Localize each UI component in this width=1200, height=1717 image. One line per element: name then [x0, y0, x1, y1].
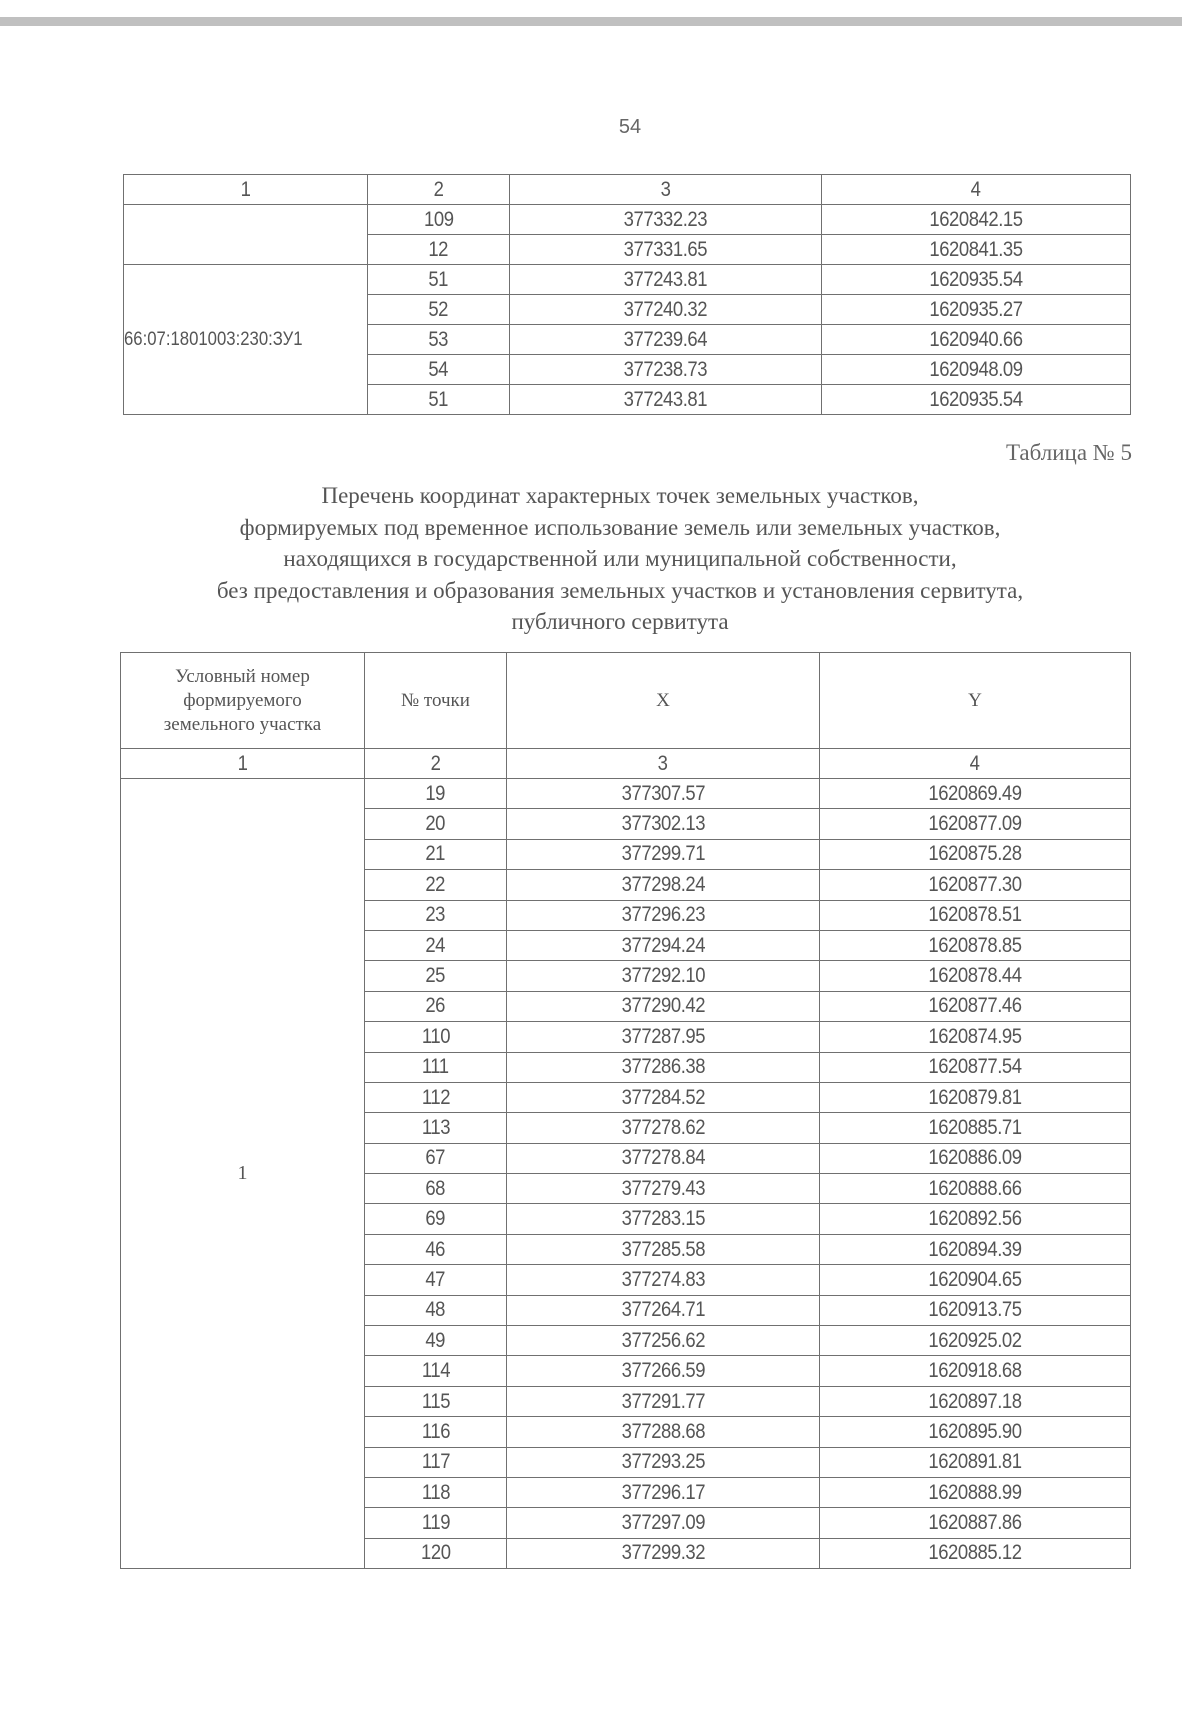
point-number: 48	[365, 1295, 507, 1325]
column-number: 4	[822, 175, 1131, 205]
x-coordinate: 377291.77	[507, 1386, 820, 1416]
point-number: 113	[365, 1113, 507, 1143]
y-coordinate: 1620885.71	[820, 1113, 1131, 1143]
header-y: Y	[820, 653, 1131, 749]
x-coordinate: 377292.10	[507, 961, 820, 991]
y-coordinate: 1620897.18	[820, 1386, 1131, 1416]
y-coordinate: 1620918.68	[820, 1356, 1131, 1386]
column-number: 1	[124, 175, 368, 205]
x-coordinate: 377285.58	[507, 1234, 820, 1264]
y-coordinate: 1620877.30	[820, 870, 1131, 900]
table-row	[124, 205, 1131, 235]
x-coordinate: 377331.65	[510, 235, 822, 265]
x-coordinate: 377298.24	[507, 870, 820, 900]
column-number: 4	[820, 749, 1131, 779]
y-coordinate: 1620935.54	[822, 385, 1131, 415]
table-row	[124, 265, 1131, 295]
title-line: без предоставления и образования земельных участков и установления сервитута,	[216, 577, 1024, 603]
point-number: 52	[368, 295, 510, 325]
title-line: публичного сервитута	[511, 609, 729, 634]
point-number: 68	[365, 1174, 507, 1204]
x-coordinate: 377243.81	[510, 265, 822, 295]
y-coordinate: 1620886.09	[820, 1143, 1131, 1173]
title-line: находящихся в государственной или муниципальной собственности,	[283, 546, 957, 571]
point-number: 119	[365, 1508, 507, 1538]
x-coordinate: 377266.59	[507, 1356, 820, 1386]
scan-top-edge	[0, 17, 1182, 26]
x-coordinate: 377297.09	[507, 1508, 820, 1538]
y-coordinate: 1620842.15	[822, 205, 1131, 235]
x-coordinate: 377287.95	[507, 1022, 820, 1052]
column-number-row	[121, 749, 1131, 779]
y-coordinate: 1620925.02	[820, 1326, 1131, 1356]
x-coordinate: 377239.64	[510, 325, 822, 355]
x-coordinate: 377284.52	[507, 1082, 820, 1112]
point-number: 23	[365, 900, 507, 930]
x-coordinate: 377286.38	[507, 1052, 820, 1082]
y-coordinate: 1620891.81	[820, 1447, 1131, 1477]
column-number: 3	[507, 749, 820, 779]
y-coordinate: 1620913.75	[820, 1295, 1131, 1325]
x-coordinate: 377264.71	[507, 1295, 820, 1325]
x-coordinate: 377290.42	[507, 991, 820, 1021]
plot-label-cell: 66:07:1801003:230:ЗУ1	[124, 265, 368, 415]
point-number: 110	[365, 1022, 507, 1052]
x-coordinate: 377294.24	[507, 930, 820, 960]
header-row	[121, 653, 1131, 749]
x-coordinate: 377240.32	[510, 295, 822, 325]
point-number: 53	[368, 325, 510, 355]
header-point-number: № точки	[365, 653, 507, 749]
point-number: 116	[365, 1417, 507, 1447]
x-coordinate: 377307.57	[507, 779, 820, 809]
plot-group-cell: 1	[121, 779, 365, 1569]
x-coordinate: 377283.15	[507, 1204, 820, 1234]
continued-coordinates-table	[123, 174, 1131, 415]
x-coordinate: 377299.32	[507, 1538, 820, 1568]
x-coordinate: 377278.62	[507, 1113, 820, 1143]
y-coordinate: 1620948.09	[822, 355, 1131, 385]
point-number: 47	[365, 1265, 507, 1295]
y-coordinate: 1620894.39	[820, 1234, 1131, 1264]
point-number: 22	[365, 870, 507, 900]
x-coordinate: 377279.43	[507, 1174, 820, 1204]
x-coordinate: 377302.13	[507, 809, 820, 839]
point-number: 26	[365, 991, 507, 1021]
y-coordinate: 1620887.86	[820, 1508, 1131, 1538]
y-coordinate: 1620874.95	[820, 1022, 1131, 1052]
point-number: 115	[365, 1386, 507, 1416]
y-coordinate: 1620888.66	[820, 1174, 1131, 1204]
x-coordinate: 377296.17	[507, 1477, 820, 1507]
point-number: 12	[368, 235, 510, 265]
point-number: 51	[368, 385, 510, 415]
point-number: 118	[365, 1477, 507, 1507]
y-coordinate: 1620888.99	[820, 1477, 1131, 1507]
x-coordinate: 377278.84	[507, 1143, 820, 1173]
y-coordinate: 1620869.49	[820, 779, 1131, 809]
plot-label-cell	[124, 205, 368, 265]
table-5-coordinates	[120, 652, 1131, 1569]
x-coordinate: 377293.25	[507, 1447, 820, 1477]
point-number: 24	[365, 930, 507, 960]
table-title	[110, 480, 1130, 638]
y-coordinate: 1620878.44	[820, 961, 1131, 991]
y-coordinate: 1620878.51	[820, 900, 1131, 930]
y-coordinate: 1620841.35	[822, 235, 1131, 265]
x-coordinate: 377288.68	[507, 1417, 820, 1447]
page-number: 54	[618, 116, 642, 138]
x-coordinate: 377256.62	[507, 1326, 820, 1356]
header-plot-number: Условный номер формируемого земельного участка	[121, 653, 365, 749]
column-number: 3	[510, 175, 822, 205]
point-number: 111	[365, 1052, 507, 1082]
point-number: 69	[365, 1204, 507, 1234]
y-coordinate: 1620877.46	[820, 991, 1131, 1021]
x-coordinate: 377274.83	[507, 1265, 820, 1295]
point-number: 54	[368, 355, 510, 385]
point-number: 114	[365, 1356, 507, 1386]
point-number: 120	[365, 1538, 507, 1568]
x-coordinate: 377243.81	[510, 385, 822, 415]
y-coordinate: 1620940.66	[822, 325, 1131, 355]
point-number: 51	[368, 265, 510, 295]
header-x: X	[507, 653, 820, 749]
x-coordinate: 377296.23	[507, 900, 820, 930]
point-number: 21	[365, 839, 507, 869]
x-coordinate: 377332.23	[510, 205, 822, 235]
point-number: 20	[365, 809, 507, 839]
point-number: 19	[365, 779, 507, 809]
column-number-row	[124, 175, 1131, 205]
y-coordinate: 1620885.12	[820, 1538, 1131, 1568]
table-row	[121, 779, 1131, 809]
x-coordinate: 377238.73	[510, 355, 822, 385]
column-number: 2	[368, 175, 510, 205]
x-coordinate: 377299.71	[507, 839, 820, 869]
point-number: 109	[368, 205, 510, 235]
table-caption: Таблица № 5	[1005, 440, 1132, 465]
y-coordinate: 1620892.56	[820, 1204, 1131, 1234]
y-coordinate: 1620904.65	[820, 1265, 1131, 1295]
point-number: 46	[365, 1234, 507, 1264]
column-number: 2	[365, 749, 507, 779]
y-coordinate: 1620875.28	[820, 839, 1131, 869]
y-coordinate: 1620877.54	[820, 1052, 1131, 1082]
point-number: 49	[365, 1326, 507, 1356]
y-coordinate: 1620935.27	[822, 295, 1131, 325]
point-number: 112	[365, 1082, 507, 1112]
y-coordinate: 1620877.09	[820, 809, 1131, 839]
title-line: формируемых под временное использование земель или земельных участков,	[239, 514, 1001, 540]
point-number: 117	[365, 1447, 507, 1477]
y-coordinate: 1620895.90	[820, 1417, 1131, 1447]
y-coordinate: 1620879.81	[820, 1082, 1131, 1112]
title-line: Перечень координат характерных точек земельных участков,	[321, 483, 919, 508]
y-coordinate: 1620878.85	[820, 930, 1131, 960]
y-coordinate: 1620935.54	[822, 265, 1131, 295]
point-number: 25	[365, 961, 507, 991]
point-number: 67	[365, 1143, 507, 1173]
column-number: 1	[121, 749, 365, 779]
